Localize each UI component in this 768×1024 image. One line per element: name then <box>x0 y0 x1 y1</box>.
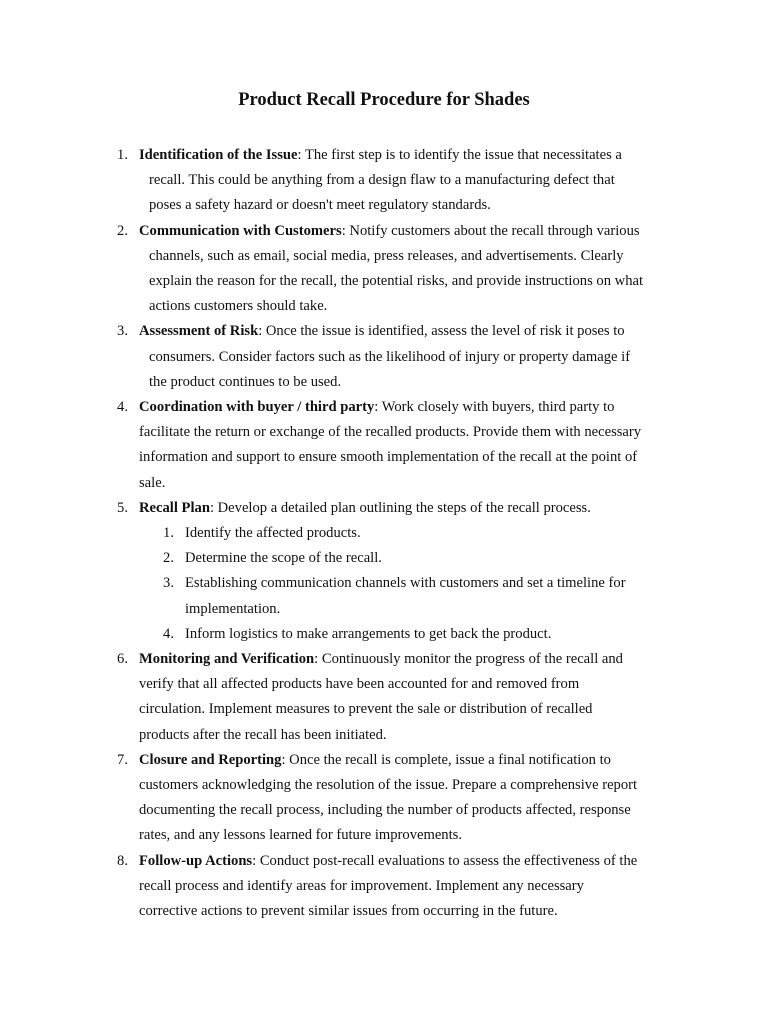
item-term: Coordination with buyer / third party <box>139 399 375 415</box>
item-term: Communication with Customers <box>139 222 342 239</box>
item-text-line: channels, such as email, social media, press releases, and advertisements. Clearly <box>149 247 624 264</box>
item-text: : Once the issue is identified, assess the level of risk it poses to <box>258 323 625 340</box>
item-text-line: rates, and any lessons learned for future improvements. <box>139 827 462 844</box>
item-text: : Work closely with buyers, third party to <box>374 399 615 415</box>
subitem-number: 2. <box>163 550 174 567</box>
item-term: Monitoring and Verification <box>139 651 315 667</box>
item-term: Identification of the Issue <box>139 147 298 163</box>
item-text-line: actions customers should take. <box>149 298 328 315</box>
item-text-line: verify that all affected products have been accounted for and removed from <box>139 676 580 693</box>
item-number: 4. <box>117 399 128 415</box>
item-number: 1. <box>117 147 128 163</box>
subitem-number: 1. <box>163 525 174 541</box>
item-text-line: customers acknowledging the resolution of the issue. Prepare a comprehensive report <box>139 777 638 793</box>
item-text-line: recall. This could be anything from a design flaw to a manufacturing defect that <box>149 172 615 189</box>
item-first-line <box>139 397 614 417</box>
item-text: : Once the recall is complete, issue a final notification to <box>281 751 611 768</box>
item-text: : Continuously monitor the progress of the recall and <box>314 651 623 667</box>
subitem-text-line: implementation. <box>185 600 281 617</box>
subitem-number: 4. <box>163 625 174 642</box>
item-first-line <box>139 851 637 871</box>
item-text-line: the product continues to be used. <box>149 373 342 390</box>
item-number: 7. <box>117 751 128 768</box>
item-term: Closure and Reporting <box>139 751 282 768</box>
item-first-line <box>139 649 623 669</box>
item-text-line: information and support to ensure smooth implementation of the recall at the point of <box>139 449 638 466</box>
item-number: 8. <box>117 852 128 869</box>
item-text-line: documenting the recall process, including the number of products affected, response <box>139 802 631 819</box>
item-text-line: poses a safety hazard or doesn't meet regulatory standards. <box>149 197 491 214</box>
item-text: : The first step is to identify the issue that necessitates a <box>297 147 622 163</box>
item-text: : Develop a detailed plan outlining the steps of the recall process. <box>209 499 591 516</box>
item-first-line <box>139 750 611 770</box>
item-term: Follow-up Actions <box>139 852 253 869</box>
item-text: : Notify customers about the recall through various <box>341 222 640 239</box>
item-text-line: sale. <box>139 474 166 491</box>
subitem-text-line: Identify the affected products. <box>185 525 361 541</box>
item-text-line: circulation. Implement measures to prevent the sale or distribution of recalled <box>139 701 593 718</box>
item-text-line: consumers. Consider factors such as the likelihood of injury or property damage if <box>149 348 631 365</box>
item-text: : Conduct post-recall evaluations to assess the effectiveness of the <box>252 852 638 869</box>
item-text-line: corrective actions to prevent similar issues from occurring in the future. <box>139 903 558 919</box>
item-first-line <box>139 321 625 341</box>
item-number: 3. <box>117 323 128 340</box>
item-number: 2. <box>117 222 128 239</box>
subitem-text-line: Inform logistics to make arrangements to get back the product. <box>185 625 552 642</box>
item-term: Recall Plan <box>139 499 210 516</box>
item-text-line: recall process and identify areas for improvement. Implement any necessary <box>139 877 584 894</box>
item-number: 5. <box>117 499 128 516</box>
document-title: Product Recall Procedure for Shades <box>238 90 530 110</box>
item-text-line: explain the reason for the recall, the potential risks, and provide instructions on what <box>149 273 644 289</box>
item-first-line <box>139 145 622 165</box>
subitem-number: 3. <box>163 575 174 592</box>
subitem-text-line: Establishing communication channels with customers and set a timeline for <box>185 575 626 592</box>
subitem-text-line: Determine the scope of the recall. <box>185 550 382 567</box>
item-term: Assessment of Risk <box>139 323 259 340</box>
item-text-line: facilitate the return or exchange of the recalled products. Provide them with necessary <box>139 424 642 441</box>
item-first-line <box>139 498 591 518</box>
item-number: 6. <box>117 651 128 667</box>
item-text-line: products after the recall has been initiated. <box>139 726 387 743</box>
item-first-line <box>139 221 640 241</box>
